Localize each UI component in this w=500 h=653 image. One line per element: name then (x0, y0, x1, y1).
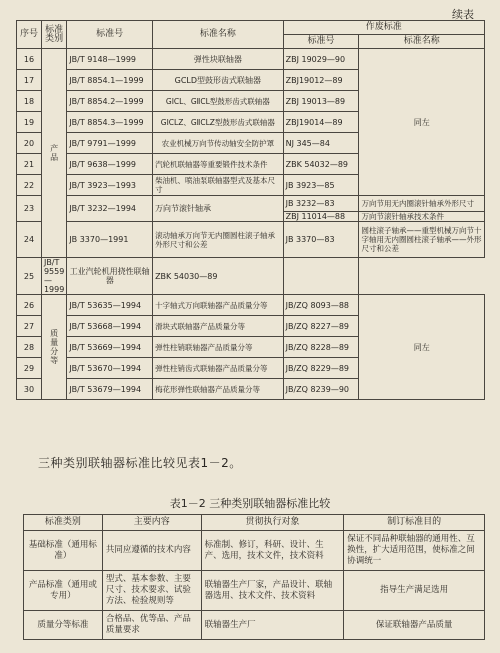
row-obsolete-name-empty (283, 258, 359, 295)
row-std-name: GCLD型鼓形齿式联轴器 (153, 70, 284, 91)
row-obsolete-no: ZBK 54032—89 (283, 154, 359, 175)
table-row (24, 611, 485, 640)
row-seq: 26 (17, 295, 42, 316)
row-obsolete-no: ZBK 54030—89 (153, 258, 284, 295)
row-purpose: 保证联轴器产品质量 (344, 611, 485, 640)
category-quality: 质量分等 (41, 295, 66, 400)
row-obsolete-no: JB/ZQ 8228—89 (283, 337, 359, 358)
row-seq: 17 (17, 70, 42, 91)
row-content: 共同应遵循的技术内容 (102, 531, 201, 571)
table-row (17, 295, 485, 316)
row-obsolete-no: JB 3923—85 (283, 175, 359, 196)
standards-table-continued (16, 20, 485, 400)
table2-caption: 表1－2 三种类别联轴器标准比较 (169, 497, 331, 510)
header-seq: 序号 (17, 21, 42, 49)
table-row (17, 49, 485, 70)
row-seq: 21 (17, 154, 42, 175)
row-obsolete-no: JB/ZQ 8239—90 (283, 379, 359, 400)
header-category: 标准类别 (24, 515, 103, 531)
row-std-no: JB/T 3232—1994 (67, 196, 153, 222)
row-std-no: JB/T 53635—1994 (67, 295, 153, 316)
table-row (24, 531, 485, 571)
row-std-no: JB/T 3923—1993 (67, 175, 153, 196)
row-obsolete-name: 万向节用无内圈滚针轴承外形尺寸 (359, 196, 485, 212)
row-seq: 19 (17, 112, 42, 133)
row-obsolete-no: JB/ZQ 8227—89 (283, 316, 359, 337)
comparison-table (23, 514, 485, 640)
row-std-name: 十字轴式万向联轴器产品质量分等 (153, 295, 284, 316)
row-target: 联轴器生产厂家，产品设计、联轴器选用、技术文件、技术资料 (201, 571, 344, 611)
row-std-name: 滚动轴承万向节无内圈圆柱滚子轴承外形尺寸和公差 (153, 222, 284, 258)
table-row (17, 258, 485, 295)
row-std-no: JB/T 53670—1994 (67, 358, 153, 379)
header-std-name: 标准名称 (153, 21, 284, 49)
row-obsolete-name: 万向节滚针轴承技术条件 (359, 212, 485, 222)
row-std-no: JB/T 9638—1999 (67, 154, 153, 175)
intro-sentence: 三种类别联轴器标准比较见表1－2。 (38, 456, 242, 470)
header-category: 标准类别 (41, 21, 66, 49)
row-seq: 27 (17, 316, 42, 337)
row-obsolete-no: JB 3232—83 (283, 196, 359, 212)
row-std-name: 工业汽轮机用挠性联轴器 (67, 258, 153, 295)
same-as-left: 同左 (359, 295, 485, 400)
header-target: 贯彻执行对象 (201, 515, 344, 531)
table-row (24, 571, 485, 611)
row-category: 质量分等标准 (24, 611, 103, 640)
row-obsolete-no: JB/ZQ 8093—88 (283, 295, 359, 316)
row-std-name: GⅠCL、GⅡCL型鼓形齿式联轴器 (153, 91, 284, 112)
row-std-name: 弹性柱销齿式联轴器产品质量分等 (153, 358, 284, 379)
row-obsolete-no: ZBJ 19013—89 (283, 91, 359, 112)
row-obsolete-name: 圆柱滚子轴承——重型机械万向节十字轴用无内圈圆柱滚子轴承——外形尺寸和公差 (359, 222, 485, 258)
row-std-name: 万向节滚针轴承 (153, 196, 284, 222)
row-seq: 30 (17, 379, 42, 400)
row-std-no: JB/T 53679—1994 (67, 379, 153, 400)
table-row (17, 196, 485, 212)
row-std-no: JB/T 8854.3—1999 (67, 112, 153, 133)
row-std-name: 滑块式联轴器产品质量分等 (153, 316, 284, 337)
row-obsolete-no: ZBJ19012—89 (283, 70, 359, 91)
header-obsolete-group: 作废标准 (283, 21, 484, 35)
row-std-no: JB/T 8854.1—1999 (67, 70, 153, 91)
row-std-name: 弹性块联轴器 (153, 49, 284, 70)
row-obsolete-no: ZBJ 19029—90 (283, 49, 359, 70)
header-obsolete-no: 标准号 (283, 35, 359, 49)
table-row (17, 222, 485, 258)
row-seq: 22 (17, 175, 42, 196)
row-std-name: GⅠCLZ、GⅡCLZ型鼓形齿式联轴器 (153, 112, 284, 133)
continued-label: 续表 (452, 8, 474, 21)
row-std-no: JB/T 53668—1994 (67, 316, 153, 337)
header-obsolete-name: 标准名称 (359, 35, 485, 49)
row-content: 型式、基本参数、主要尺寸、技术要求、试验方法、检验规则等 (102, 571, 201, 611)
row-std-no: JB/T 9148—1999 (67, 49, 153, 70)
row-obsolete-no: ZBJ19014—89 (283, 112, 359, 133)
row-std-name: 弹性柱销联轴器产品质量分等 (153, 337, 284, 358)
row-obsolete-no: NJ 345—84 (283, 133, 359, 154)
row-obsolete-no: ZBJ 11014—88 (283, 212, 359, 222)
header-content: 主要内容 (102, 515, 201, 531)
row-std-no: JB/T 8854.2—1999 (67, 91, 153, 112)
row-std-no: JB/T 9791—1999 (67, 133, 153, 154)
row-std-name: 柴油机、喷油泵联轴器型式及基本尺寸 (153, 175, 284, 196)
row-category: 产品标准（通用或专用） (24, 571, 103, 611)
row-seq: 24 (17, 222, 42, 258)
row-obsolete-no: JB 3370—83 (283, 222, 359, 258)
row-target: 标准制、修订，科研、设计、生产、选用，技术文件，技术资料 (201, 531, 344, 571)
same-as-left: 同左 (359, 49, 485, 196)
row-seq: 28 (17, 337, 42, 358)
row-std-name: 汽轮机联轴器等重要锻件技术条件 (153, 154, 284, 175)
header-std-no: 标准号 (67, 21, 153, 49)
row-std-no: JB/T 53669—1994 (67, 337, 153, 358)
row-target: 联轴器生产厂 (201, 611, 344, 640)
row-std-no: JB 3370—1991 (67, 222, 153, 258)
row-purpose: 保证不同品种联轴器的通用性、互换性，扩大适用范围，使标准之间协调统一 (344, 531, 485, 571)
row-std-name: 农业机械万向节传动轴安全防护罩 (153, 133, 284, 154)
category-product: 产品 (41, 49, 66, 258)
row-std-no: JB/T 9559—1999 (41, 258, 66, 295)
row-seq: 18 (17, 91, 42, 112)
header-purpose: 制订标准目的 (344, 515, 485, 531)
row-content: 合格品、优等品、产品质量要求 (102, 611, 201, 640)
row-purpose: 指导生产满足选用 (344, 571, 485, 611)
row-seq: 20 (17, 133, 42, 154)
row-seq: 29 (17, 358, 42, 379)
row-std-name: 梅花形弹性联轴器产品质量分等 (153, 379, 284, 400)
row-category: 基础标准（通用标准） (24, 531, 103, 571)
row-seq: 23 (17, 196, 42, 222)
row-seq: 16 (17, 49, 42, 70)
row-seq: 25 (17, 258, 42, 295)
row-obsolete-no: JB/ZQ 8229—89 (283, 358, 359, 379)
